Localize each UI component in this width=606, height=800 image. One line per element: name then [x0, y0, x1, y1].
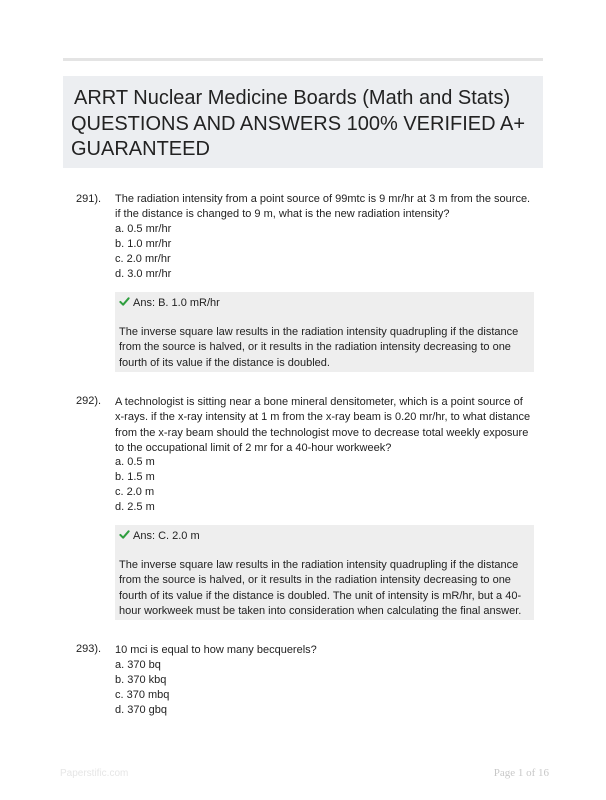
- option-c: c. 2.0 mr/hr: [115, 253, 171, 265]
- title-line-1: ARRT Nuclear Medicine Boards (Math and Stats): [74, 87, 511, 109]
- question-text: The radiation intensity from a point source of 99mtc is 9 mr/hr at 3 m from the source. if the distance is changed to 9 m, what is the new radiation intensity?: [115, 193, 531, 221]
- option-a: a. 370 bq: [115, 659, 161, 671]
- option-b: b. 1.5 m: [115, 471, 155, 483]
- answer-box: [115, 525, 534, 620]
- question-number: 293).: [76, 643, 102, 655]
- option-b: b. 1.0 mr/hr: [115, 238, 172, 250]
- option-a: a. 0.5 mr/hr: [115, 223, 172, 235]
- page-number: Page 1 of 16: [493, 767, 549, 779]
- footer-watermark: Paperstific.com: [60, 768, 129, 779]
- option-c: c. 370 mbq: [115, 689, 170, 701]
- answer-explanation: The inverse square law results in the radiation intensity quadrupling if the distance from the source is halved, or it results in the radiation intensity decreasing to one fourth of its value if the distance is doubled. The unit of intensity is mR/hr, but a 40-hour workweek must be taken into consideration when calculating the final answer.: [119, 559, 522, 617]
- question-number: 291).: [76, 193, 102, 205]
- check-icon: [119, 296, 130, 307]
- option-d: d. 3.0 mr/hr: [115, 268, 172, 280]
- answer-text: Ans: B. 1.0 mR/hr: [133, 297, 220, 309]
- option-b: b. 370 kbq: [115, 674, 167, 686]
- answer-text: Ans: C. 2.0 m: [133, 530, 200, 542]
- top-divider: [63, 58, 543, 61]
- question-number: 292).: [76, 395, 102, 407]
- option-c: c. 2.0 m: [115, 486, 155, 498]
- answer-line: [119, 529, 200, 542]
- answer-box: [115, 292, 534, 372]
- title-line-3: GUARANTEED: [71, 138, 210, 160]
- answer-explanation: The inverse square law results in the radiation intensity quadrupling if the distance from the source is halved, or it results in the radiation intensity decreasing to one fourth of its value if the distance is doubled.: [119, 326, 519, 369]
- title-line-2: QUESTIONS AND ANSWERS 100% VERIFIED A+: [71, 113, 526, 135]
- question-text: 10 mci is equal to how many becquerels?: [115, 644, 317, 656]
- answer-line: [119, 296, 220, 309]
- option-a: a. 0.5 m: [115, 456, 155, 468]
- document-title-block: [63, 76, 543, 168]
- check-icon: [119, 529, 130, 540]
- option-d: d. 2.5 m: [115, 501, 155, 513]
- option-d: d. 370 gbq: [115, 704, 167, 716]
- question-text: A technologist is sitting near a bone mineral densitometer, which is a point source of x-rays. if the x-ray intensity at 1 m from the x-ray beam is 0.20 mr/hr, to what distance from the x-ray beam should the technologist move to decrease total weekly exposure to the occupational limit of 2 mr for a 40-hour workweek?: [115, 396, 531, 454]
